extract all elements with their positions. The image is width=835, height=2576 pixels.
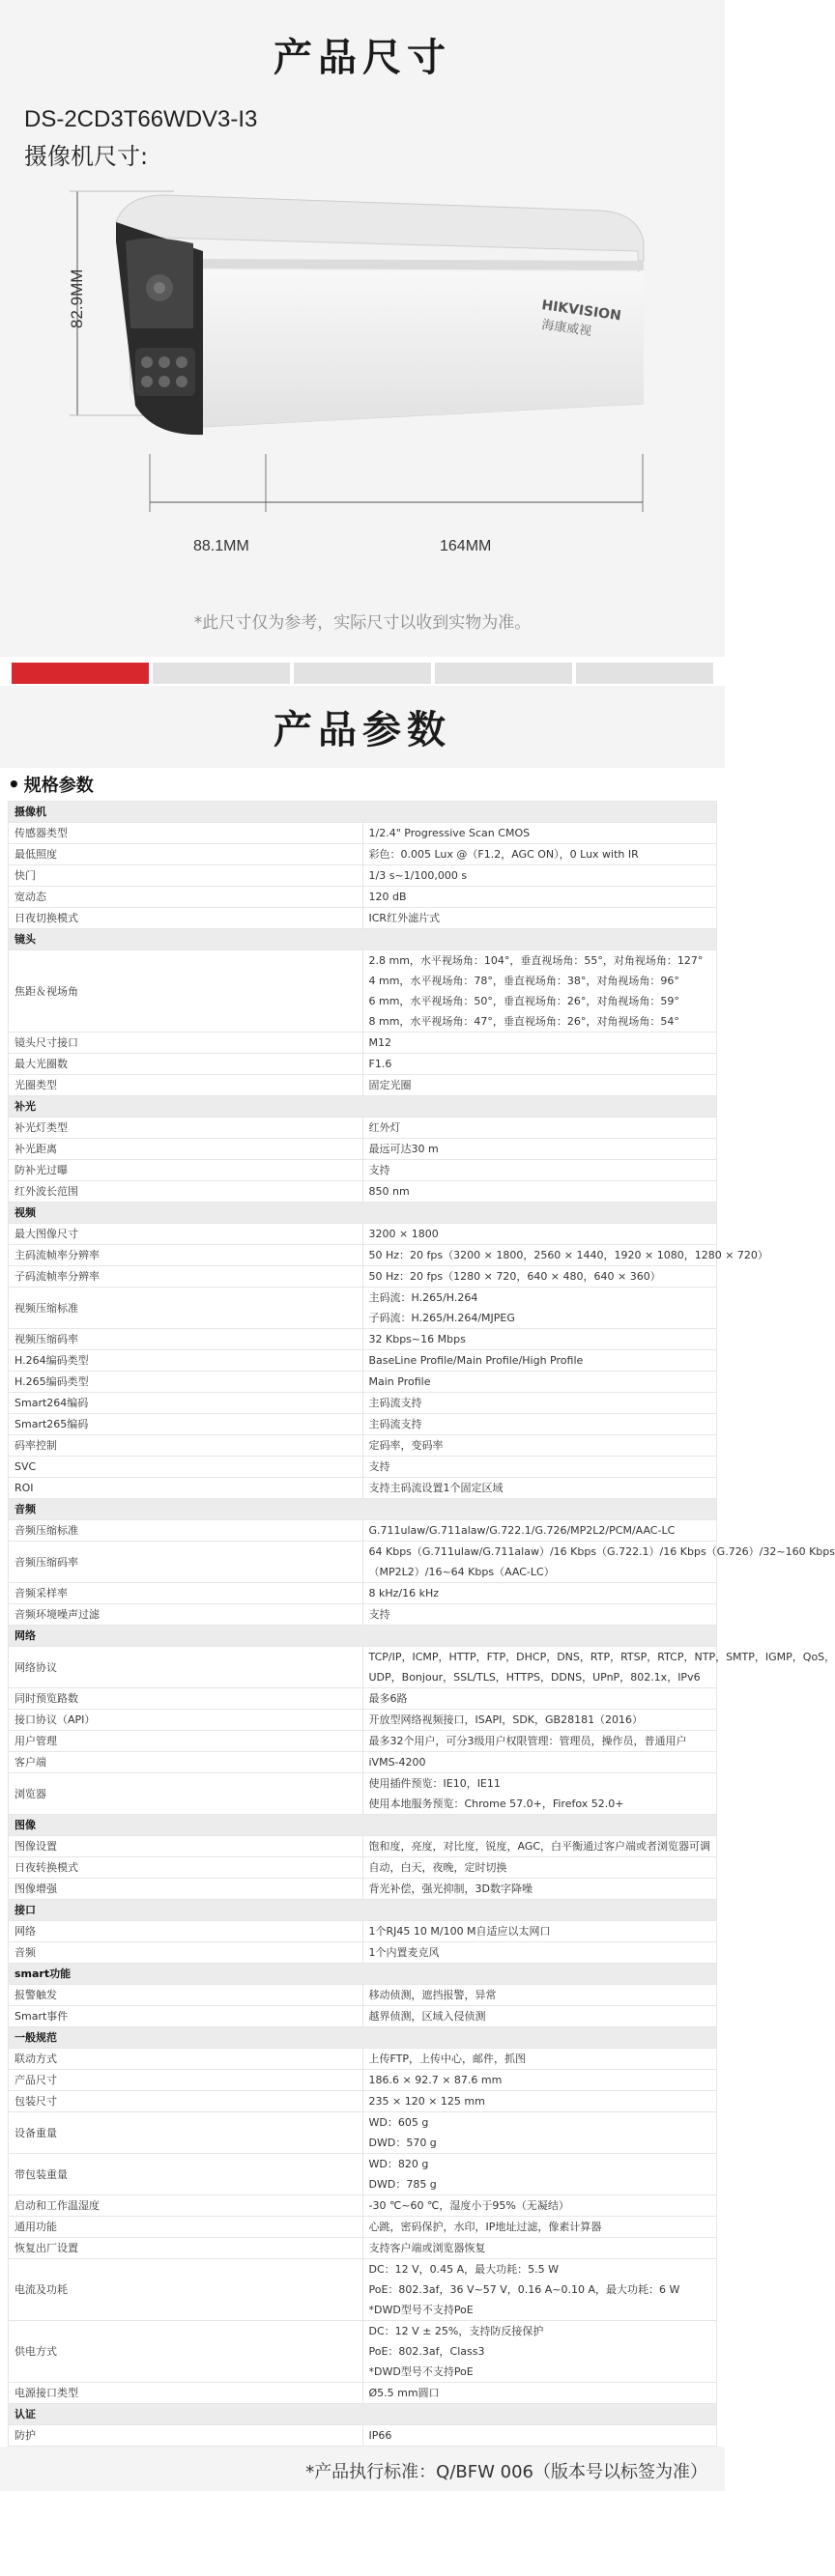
spec-key: 防补光过曝 [9,1160,363,1181]
spec-value-line: 支持主码流设置1个固定区域 [368,1482,504,1494]
spec-key: 码率控制 [9,1435,363,1457]
spec-key: 补光距离 [9,1139,363,1160]
spec-row [9,1542,717,1583]
spec-value-line: PoE：802.3af，Class3 [368,2345,485,2358]
spec-key: Smart265编码 [9,1414,363,1435]
spec-value [362,1921,717,1942]
spec-row [9,1752,717,1773]
spec-row [9,2154,717,2195]
spec-table [8,801,835,2447]
tab-indicator[interactable] [294,663,431,684]
spec-value-line: 最多32个用户，可分3级用户权限管理：管理员，操作员，普通用户 [368,1735,687,1747]
spec-value [362,2383,717,2404]
spec-value-line: 心跳，密码保护，水印，IP地址过滤，像素计算器 [368,2221,602,2233]
spec-row [9,1985,717,2006]
spec-row [9,1160,717,1181]
spec-row [9,1054,717,1075]
spec-category-row [9,1499,717,1520]
spec-row [9,2259,717,2321]
spec-value [362,1033,717,1054]
spec-category-label: 接口 [9,1900,717,1921]
spec-value [362,1181,717,1203]
spec-row [9,2238,717,2259]
spec-key: 日夜切换模式 [9,908,363,929]
spec-key: 图像增强 [9,1879,363,1900]
model-number: DS-2CD3T66WDV3-I3 [24,106,258,132]
spec-row [9,844,717,865]
spec-row [9,1731,717,1752]
spec-row [9,1266,717,1288]
spec-value [362,2006,717,2027]
spec-value-line: 支持 [368,1164,390,1176]
spec-key: 浏览器 [9,1773,363,1815]
spec-row [9,1224,717,1245]
spec-key: 主码流帧率分辨率 [9,1245,363,1266]
spec-value [362,887,717,908]
spec-value-line: 彩色：0.005 Lux @（F1.2，AGC ON），0 Lux with IR [368,848,639,861]
spec-row [9,2195,717,2217]
spec-key: 电源接口类型 [9,2383,363,2404]
spec-row [9,1836,717,1857]
spec-key: 设备重量 [9,2112,363,2154]
tab-indicator[interactable] [576,663,713,684]
spec-value-line: 最远可达30 m [368,1143,439,1155]
spec-value [362,1731,717,1752]
section-tab-bar [0,657,725,686]
spec-row [9,1414,717,1435]
spec-value-line: 最多6路 [368,1692,408,1705]
spec-value-line: F1.6 [368,1058,392,1070]
spec-value-line: -30 ℃~60 ℃，湿度小于95%（无凝结） [368,2199,569,2212]
spec-value-line: 主码流支持 [368,1397,422,1409]
spec-row [9,1773,717,1815]
spec-category-label: 补光 [9,1096,717,1118]
spec-row [9,1857,717,1879]
footer-standard: *产品执行标准：Q/BFW 006（版本号以标签为准） [305,2462,707,2482]
spec-key: 启动和工作温湿度 [9,2195,363,2217]
spec-row [9,1435,717,1457]
spec-value-line: 主码流：H.265/H.264 [368,1291,478,1304]
spec-value-line: IP66 [368,2429,392,2442]
spec-key: Smart事件 [9,2006,363,2027]
spec-value [362,1520,717,1542]
spec-value [362,950,717,1033]
spec-value-line: 50 Hz：20 fps（3200 × 1800，2560 × 1440，1920 × 1080，1280 × 720） [368,1249,768,1261]
spec-category-row [9,1964,717,1985]
spec-key: Smart264编码 [9,1393,363,1414]
spec-value-line: *DWD型号不支持PoE [368,2304,474,2316]
params-header [0,686,725,768]
spec-value [362,844,717,865]
spec-value [362,1266,717,1288]
spec-value [362,2195,717,2217]
spec-value [362,2112,717,2154]
spec-row [9,1139,717,1160]
spec-key: 焦距＆视场角 [9,950,363,1033]
spec-row [9,1393,717,1414]
spec-value-line: 主码流支持 [368,1418,422,1430]
size-section [0,0,725,657]
spec-value-line: WD：820 g [368,2158,429,2170]
spec-value [362,2321,717,2383]
spec-row [9,1688,717,1710]
spec-value [362,2217,717,2238]
size-title: 产品尺寸 [274,36,451,80]
dimension-rear-width: 164MM [440,538,492,554]
spec-key: 同时预览路数 [9,1688,363,1710]
spec-value [362,1542,835,1583]
spec-row [9,2049,717,2070]
svg-text:海康威视: 海康威视 [540,318,593,340]
spec-row [9,908,717,929]
spec-key: 传感器类型 [9,823,363,844]
spec-value [362,2049,717,2070]
spec-key: 报警触发 [9,1985,363,2006]
spec-row [9,1245,717,1266]
spec-category-row [9,1815,717,1836]
camera-size-label: 摄像机尺寸: [24,143,149,170]
spec-row [9,865,717,887]
spec-value-line: 开放型网络视频接口，ISAPI，SDK，GB28181（2016） [368,1713,644,1726]
spec-row [9,1710,717,1731]
spec-row [9,1604,717,1626]
spec-key: 最大光圈数 [9,1054,363,1075]
spec-key: 补光灯类型 [9,1118,363,1139]
spec-value [362,1942,717,1964]
spec-value [362,2425,717,2447]
spec-row [9,1350,717,1372]
spec-key: 音频环境噪声过滤 [9,1604,363,1626]
spec-value [362,1393,717,1414]
tab-indicator[interactable] [435,663,572,684]
spec-row [9,1583,717,1604]
spec-value-line: 1/3 s~1/100,000 s [368,869,468,882]
spec-key: 防护 [9,2425,363,2447]
spec-key: 音频采样率 [9,1583,363,1604]
spec-key: 宽动态 [9,887,363,908]
spec-key: 图像设置 [9,1836,363,1857]
spec-key: 日夜转换模式 [9,1857,363,1879]
spec-key: 子码流帧率分辨率 [9,1266,363,1288]
spec-value-line: DC：12 V，0.45 A，最大功耗：5.5 W [368,2263,560,2276]
dimension-height: 82.9MM [68,269,86,328]
spec-category-label: 一般规范 [9,2027,717,2049]
spec-row [9,2425,717,2447]
spec-category-label: 摄像机 [9,802,717,823]
spec-container [0,768,835,2447]
spec-value-line: 支持 [368,1460,390,1473]
spec-value-line: ICR红外滤片式 [368,912,441,924]
spec-row [9,887,717,908]
dimension-front-width: 88.1MM [193,538,249,554]
params-title: 产品参数 [274,708,451,752]
spec-key: H.265编码类型 [9,1372,363,1393]
spec-row [9,1921,717,1942]
spec-value [362,1583,717,1604]
spec-key: 视频压缩标准 [9,1288,363,1329]
spec-key: 镜头尺寸接口 [9,1033,363,1054]
spec-value-line: 3200 × 1800 [368,1228,439,1240]
spec-row [9,950,717,1033]
spec-row [9,2091,717,2112]
spec-key: 包装尺寸 [9,2091,363,2112]
spec-row [9,2070,717,2091]
spec-key: 光圈类型 [9,1075,363,1096]
spec-value [362,1478,717,1499]
spec-category-row [9,2404,717,2425]
spec-key: 红外波长范围 [9,1181,363,1203]
spec-value [362,1075,717,1096]
spec-row [9,1329,717,1350]
spec-value [362,1857,717,1879]
svg-text:HIKVISION: HIKVISION [540,297,622,325]
spec-key: ROI [9,1478,363,1499]
spec-value-line: 移动侦测，遮挡报警，异常 [368,1989,497,2001]
spec-category-label: 认证 [9,2404,717,2425]
spec-value [362,1160,717,1181]
spec-value [362,1985,717,2006]
spec-value-line: 支持 [368,1608,390,1621]
spec-value [362,1836,717,1857]
spec-key: 视频压缩码率 [9,1329,363,1350]
spec-row [9,2217,717,2238]
tab-indicator-active[interactable] [12,663,149,684]
spec-key: 音频 [9,1942,363,1964]
spec-category-label: 图像 [9,1815,717,1836]
spec-value [362,2070,717,2091]
spec-value [362,1457,717,1478]
spec-key: 带包装重量 [9,2154,363,2195]
spec-value [362,908,717,929]
spec-value-line: 6 mm，水平视场角：50°，垂直视场角：26°，对角视场角：59° [368,995,679,1007]
spec-value-line: 背光补偿，强光抑制，3D数字降噪 [368,1882,533,1895]
spec-value-line: WD：605 g [368,2116,429,2129]
spec-value-line: 越界侦测，区域入侵侦测 [368,2010,486,2023]
spec-category-row [9,2027,717,2049]
spec-row [9,2321,717,2383]
spec-row [9,823,717,844]
spec-value-line: 定码率，变码率 [368,1439,444,1452]
spec-value-line: 固定光圈 [368,1079,412,1091]
spec-value-line: DC：12 V ± 25%，支持防反接保护 [368,2325,544,2337]
spec-value-line: （MP2L2）/16~64 Kbps（AAC-LC） [368,1566,555,1578]
spec-value-line: BaseLine Profile/Main Profile/High Profile [368,1354,584,1367]
spec-category-row [9,1096,717,1118]
spec-value [362,1224,717,1245]
spec-value-line: 1/2.4" Progressive Scan CMOS [368,827,531,839]
spec-heading: • 规格参数 [8,768,717,801]
spec-value [362,1245,768,1266]
spec-value-line: 使用插件预览：IE10，IE11 [368,1777,501,1790]
spec-key: 产品尺寸 [9,2070,363,2091]
spec-key: 接口协议（API） [9,1710,363,1731]
spec-category-label: 视频 [9,1203,717,1224]
spec-value [362,1752,717,1773]
spec-value-line: 120 dB [368,891,407,903]
spec-key: 恢复出厂设置 [9,2238,363,2259]
spec-row [9,1288,717,1329]
spec-row [9,1372,717,1393]
spec-row [9,1118,717,1139]
spec-row [9,1879,717,1900]
spec-key: 网络协议 [9,1647,363,1688]
spec-key: 供电方式 [9,2321,363,2383]
spec-row [9,1457,717,1478]
spec-row [9,2006,717,2027]
spec-value-line: *DWD型号不支持PoE [368,2365,474,2378]
spec-value-line: 32 Kbps~16 Mbps [368,1333,466,1345]
spec-value-line: 8 mm，水平视场角：47°，垂直视场角：26°，对角视场角：54° [368,1015,679,1028]
spec-row [9,1181,717,1203]
spec-value [362,1435,717,1457]
spec-category-row [9,1626,717,1647]
tab-indicator[interactable] [153,663,290,684]
spec-value [362,1773,717,1815]
spec-value-line: 支持客户端或浏览器恢复 [368,2242,486,2254]
spec-key: H.264编码类型 [9,1350,363,1372]
spec-row [9,1647,717,1688]
spec-value [362,1710,717,1731]
spec-category-label: 网络 [9,1626,717,1647]
spec-value [362,1604,717,1626]
spec-key: SVC [9,1457,363,1478]
spec-value-line: 子码流：H.265/H.264/MJPEG [368,1312,515,1324]
spec-value-line: 红外灯 [368,1121,401,1134]
spec-value-line: G.711ulaw/G.711alaw/G.722.1/G.726/MP2L2/PCM/AAC-LC [368,1524,676,1537]
spec-key: 最大图像尺寸 [9,1224,363,1245]
spec-value-line: DWD：785 g [368,2178,437,2191]
spec-value [362,2154,717,2195]
spec-category-label: 音频 [9,1499,717,1520]
spec-value-line: TCP/IP，ICMP，HTTP，FTP，DHCP，DNS，RTP，RTSP，RTCP，NTP，SMTP，IGMP，QoS， [368,1651,835,1663]
spec-key: 快门 [9,865,363,887]
spec-value [362,1054,717,1075]
spec-key: 客户端 [9,1752,363,1773]
spec-row [9,1033,717,1054]
spec-key: 音频压缩码率 [9,1542,363,1583]
spec-key: 联动方式 [9,2049,363,2070]
spec-value [362,2091,717,2112]
spec-value [362,1288,717,1329]
spec-value-line: 4 mm，水平视场角：78°，垂直视场角：38°，对角视场角：96° [368,975,679,987]
spec-row [9,1478,717,1499]
size-disclaimer: *此尺寸仅为参考，实际尺寸以收到实物为准。 [193,613,532,633]
spec-category-label: smart功能 [9,1964,717,1985]
spec-value-line: M12 [368,1036,391,1049]
spec-key: 通用功能 [9,2217,363,2238]
spec-value [362,1688,717,1710]
spec-value [362,1414,717,1435]
spec-value-line: 8 kHz/16 kHz [368,1587,440,1599]
spec-key: 电流及功耗 [9,2259,363,2321]
spec-value-line: 使用本地服务预览：Chrome 57.0+，Firefox 52.0+ [368,1798,624,1810]
spec-key: 最低照度 [9,844,363,865]
spec-value [362,1647,835,1688]
spec-category-label: 镜头 [9,929,717,950]
spec-value-line: 186.6 × 92.7 × 87.6 mm [368,2074,503,2086]
spec-value-line: iVMS-4200 [368,1756,426,1769]
spec-value-line: PoE：802.3af，36 V~57 V，0.16 A~0.10 A，最大功耗：6 W [368,2283,680,2296]
spec-row [9,1075,717,1096]
spec-value-line: 1个RJ45 10 M/100 M自适应以太网口 [368,1925,551,1938]
spec-value-line: 50 Hz：20 fps（1280 × 720，640 × 480，640 × 360） [368,1270,661,1283]
camera-image [58,184,657,551]
spec-value-line: 上传FTP，上传中心，邮件，抓图 [368,2052,526,2065]
footer [0,2447,725,2491]
spec-value [362,823,717,844]
spec-value [362,2238,717,2259]
spec-value-line: Ø5.5 mm圆口 [368,2387,440,2399]
spec-value-line: 饱和度，亮度，对比度，锐度，AGC，白平衡通过客户端或者浏览器可调 [368,1840,711,1853]
spec-value [362,1139,717,1160]
spec-key: 音频压缩标准 [9,1520,363,1542]
spec-value-line: 自动，白天，夜晚，定时切换 [368,1861,507,1874]
spec-row [9,2112,717,2154]
spec-row [9,1942,717,1964]
spec-row [9,1520,717,1542]
spec-value-line: 2.8 mm，水平视场角：104°，垂直视场角：55°，对角视场角：127° [368,954,704,967]
spec-key: 用户管理 [9,1731,363,1752]
spec-row [9,2383,717,2404]
spec-value-line: 64 Kbps（G.711ulaw/G.711alaw）/16 Kbps（G.722.1）/16 Kbps（G.726）/32~160 Kbps [368,1545,835,1558]
spec-category-row [9,802,717,823]
spec-value-line: DWD：570 g [368,2137,437,2149]
spec-value [362,2259,717,2321]
spec-category-row [9,1900,717,1921]
spec-value-line: 235 × 120 × 125 mm [368,2095,485,2108]
spec-value [362,1879,717,1900]
spec-value [362,865,717,887]
spec-category-row [9,1203,717,1224]
spec-value-line: UDP，Bonjour，SSL/TLS，HTTPS，DDNS，UPnP，802.1x，IPv6 [368,1671,701,1684]
spec-value [362,1372,717,1393]
spec-value [362,1350,717,1372]
spec-value [362,1329,717,1350]
spec-value-line: Main Profile [368,1375,431,1388]
spec-value-line: 850 nm [368,1185,410,1198]
spec-key: 网络 [9,1921,363,1942]
spec-value [362,1118,717,1139]
spec-value-line: 1个内置麦克风 [368,1946,440,1959]
spec-category-row [9,929,717,950]
